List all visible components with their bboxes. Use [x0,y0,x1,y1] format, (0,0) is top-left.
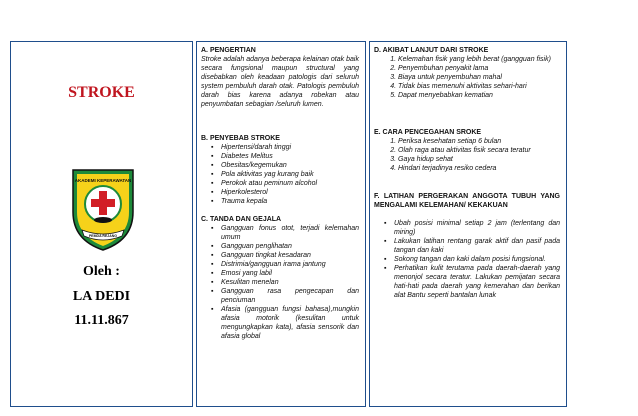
list-item: 2. Olah raga atau aktivitas fisik secara teratur [398,146,560,155]
list-item: ▪ Obesitas/kegemukan [221,161,359,170]
list-item: ▪ Kesulitan menelan [221,278,359,287]
logo-bottom-text: PEMDA REJANG [88,234,118,238]
list-item: 1. Periksa kesehatan setiap 6 bulan [398,137,560,146]
list-item: 4. Tidak bias memenuhi aktivitas sehari-hari [398,82,560,91]
list-item: ▪ Gangguan rasa pengecapan dan penciuman [221,287,359,305]
list-item: ▪ Perhatikan kulit terutama pada daerah-daerah yang menonjol secara teratur. Lakukan pemijatan secara hati-hati pada daerah yang kemerahan dan berikan alat Bantu seperti bantalan lunak [394,264,560,300]
cover-title: STROKE [68,84,135,101]
list-item: 2. Penyembuhan penyakit lama [398,64,560,73]
section-b-list [201,143,359,206]
section-pengertian [201,46,359,109]
list-item: ▪ Hiperkolesterol [221,188,359,197]
list-item: ▪ Distrimia/gangguan irama jantung [221,260,359,269]
author-name: LA DEDI [72,289,131,304]
list-item: ▪ Trauma kepala [221,197,359,206]
section-d-list [374,55,560,100]
list-item: ▪ Perokok atau peminum alcohol [221,179,359,188]
section-pencegahan [374,128,560,173]
list-item: ▪ Hipertensi/darah tinggi [221,143,359,152]
list-item: ▪ Gangguan penglihatan [221,242,359,251]
list-item: 4. Hindari terjadinya resiko cedera [398,164,560,173]
list-item: 5. Dapat menyebabkan kematian [398,91,560,100]
list-item: ▪ Sokong tangan dan kaki dalam posisi fungsional. [394,255,560,264]
list-item: 3. Biaya untuk penyembuhan mahal [398,73,560,82]
list-item: ▪ Gangguan tingkat kesadaran [221,251,359,260]
list-item: ▪ Diabetes Melitus [221,152,359,161]
section-penyebab [201,134,359,206]
academy-logo [68,162,138,252]
section-c-title: C. TANDA DAN GEJALA [201,216,282,223]
list-item: ▪ Lakukan latihan rentang garak aktif dan pasif pada tangan dan kaki [394,237,560,255]
section-b-title: B. PENYEBAB STROKE [201,135,280,142]
list-item: ▪ Ubah posisi minimal setiap 2 jam (terlentang dan miring) [394,219,560,237]
section-akibat [374,46,560,100]
list-item: 1. Kelemahan fisik yang lebih berat (gangguan fisik) [398,55,560,64]
list-item: ▪ Emosi yang labil [221,269,359,278]
section-c-list [201,224,359,341]
right-panel [369,41,567,407]
list-item: ▪ Pola aktivitas yag kurang baik [221,170,359,179]
section-e-list [374,137,560,173]
section-a-text: Stroke adalah adanya beberapa kelainan otak baik secara fungsional maupun structural yang disebabkan oleh keadaan patologis dari seluruh system pembuluh darah otak. Patologis pembuluh darah bias karena adanya robekan atau penyumbatan sebagian /seluruh lumen. [201,56,359,108]
section-tanda-gejala [201,215,359,341]
author-label: Oleh : [83,264,120,279]
section-f-list [374,219,560,300]
logo-top-text: AKADEMI KEPERAWATAN [74,178,132,183]
author-id: 11.11.867 [74,313,129,328]
section-a-title: A. PENGERTIAN [201,47,256,54]
section-e-title: E. CARA PENCEGAHAN SROKE [374,129,482,136]
section-latihan [374,192,560,300]
list-item: ▪ Gangguan fonus otot, terjadi kelemahan umum [221,224,359,242]
section-f-title: F. LATIHAN PERGERAKAN ANGGOTA TUBUH YANG MENGALAMI KELEMAHAN/ KEKAKUAN [374,193,560,209]
list-item: ▪ Afasia (gangguan fungsi bahasa),mungkin afasia motorik (kesulitan untuk mengungkapkan kata), afasia sensorik dan afasia global [221,305,359,341]
cover-panel [10,41,193,407]
middle-panel [196,41,366,407]
section-d-title: D. AKIBAT LANJUT DARI STROKE [374,47,489,54]
list-item: 3. Gaya hidup sehat [398,155,560,164]
